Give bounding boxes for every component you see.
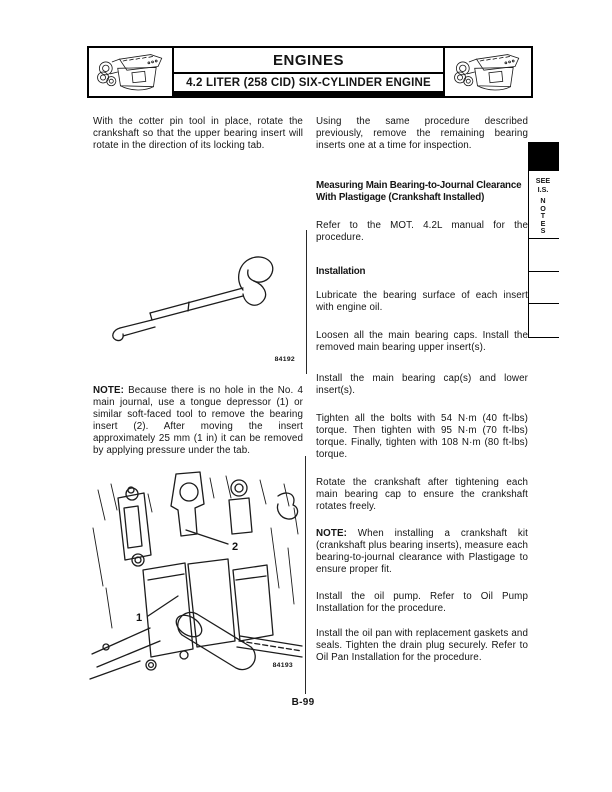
page-number: B-99 [291,697,315,708]
sidebar-see-is [528,176,558,194]
page-subtitle: 4.2 LITER (258 CID) SIX-CYLINDER ENGINE [174,74,443,96]
sidebar-divider [528,303,559,304]
right-paragraph-1: Using the same procedure described previously, remove the remaining bearing inserts one at a time for inspection. [316,116,528,151]
right-paragraph-8: Install the oil pump. Refer to Oil Pump Installation for the procedure. [316,591,528,614]
engine-drawing-icon [448,50,528,94]
engine-drawing-icon [92,50,170,94]
right-paragraph-9: Install the oil pan with replacement gaskets and seals. Tighten the drain plug securely. Refer to Oil Pan Installation for the procedure. [316,628,528,663]
figure2-right-rule [305,456,306,694]
left-paragraph-1: With the cotter pin tool in place, rotate the crankshaft so that the upper bearing insert will rotate in the direction of its locking tab. [93,116,303,151]
page-title: ENGINES [174,48,443,74]
engine-thumbnail-right [443,48,531,96]
sidebar-letter: E [540,218,546,228]
figure2-caption: 84193 [272,662,293,669]
sidebar-divider [528,337,559,338]
sidebar-line-is: I.S. [537,185,549,194]
figure2-callout-1: 1 [136,612,143,624]
heading-installation: Installation [316,266,366,277]
sidebar-black-tab [529,142,559,171]
sidebar-letter: S [540,226,546,236]
note-text: Because there is no hole in the No. 4 main journal, use a tongue depressor (1) or similar soft-faced tool to remove the bearing insert (2). After moving the insert approximately 25 mm (1 in) it can be removed by applying pressure under the tab. [93,385,303,456]
sidebar-notes-stack [528,197,558,235]
right-paragraph-5: Install the main bearing cap(s) and lower insert(s). [316,373,528,396]
figure-cotter-pin-tool [92,228,304,356]
sidebar-vertical-rule [528,142,529,337]
right-paragraph-2: Refer to the MOT. 4.2L manual for the procedure. [316,220,528,243]
page-header [87,46,533,98]
left-note [93,385,303,457]
header-title-block [174,48,443,96]
right-note [316,528,528,576]
figure-bearing-removal [88,468,304,684]
note-text: When installing a crankshaft kit (crankshaft plus bearing inserts), measure each bearing-to-journal clearance with Plastigage to ensure proper fit. [316,528,528,575]
sidebar-letter: N [540,196,546,205]
right-paragraph-3: Lubricate the bearing surface of each insert with engine oil. [316,290,528,313]
sidebar-divider [528,271,559,272]
sidebar-letter: O [540,203,546,213]
figure1-right-rule [306,230,307,374]
right-paragraph-6: Tighten all the bolts with 54 N·m (40 ft-lbs) torque. Then tighten with 95 N·m (70 ft-lbs) torque. Finally, tighten with 108 N·m (80 ft-lbs) torque. [316,413,528,460]
right-paragraph-7: Rotate the crankshaft after tightening each main bearing cap to ensure the crankshaft rotates freely. [316,477,528,512]
engine-thumbnail-left [89,48,174,96]
right-paragraph-4: Loosen all the main bearing caps. Install the removed main bearing upper insert(s). [316,330,528,353]
note-label: NOTE: [316,528,347,539]
sidebar-letter: T [540,211,546,221]
heading-measuring-clearance: Measuring Main Bearing-to-Journal Clearance With Plastigage (Crankshaft Installed) [316,180,522,203]
sidebar-divider [528,238,559,239]
figure2-callout-2: 2 [232,541,239,553]
figure1-caption: 84192 [274,356,295,363]
sidebar-line-see: SEE [535,176,551,185]
note-label: NOTE: [93,385,124,396]
